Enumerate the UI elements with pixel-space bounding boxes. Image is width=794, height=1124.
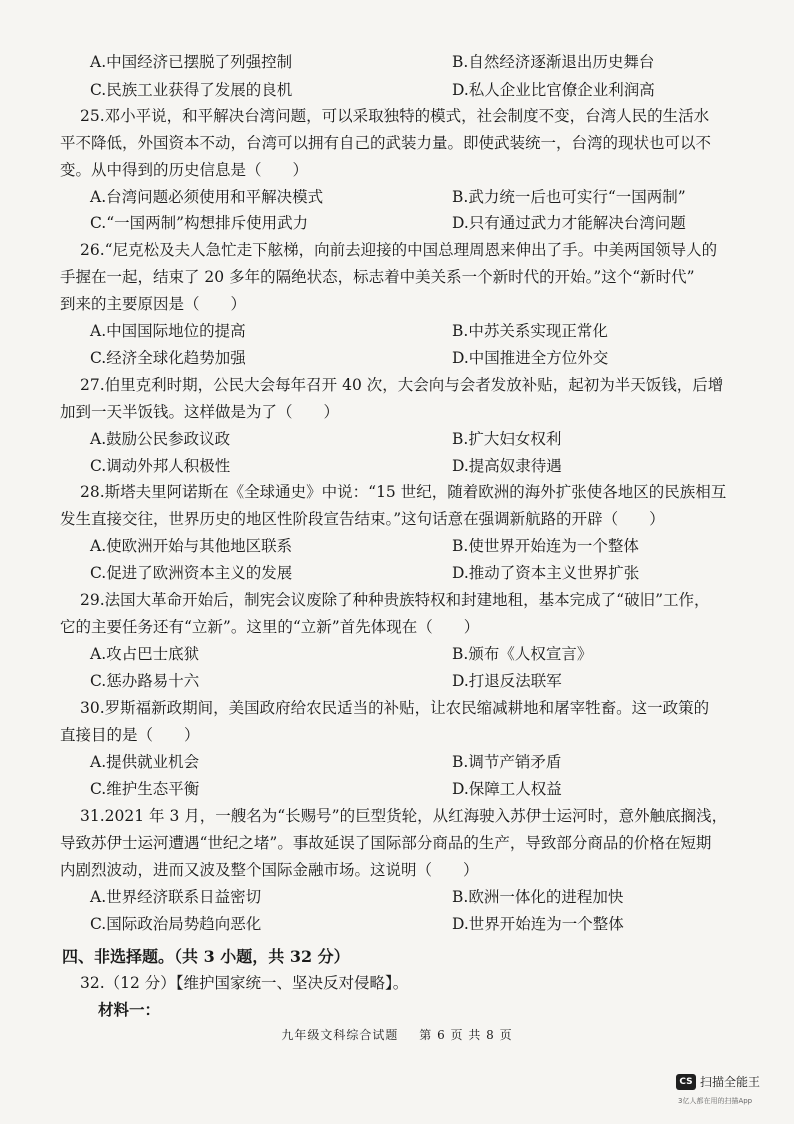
q30-stem-line-2: 直接目的是（ ）	[60, 726, 200, 744]
q25-option-c: C.“一国两制”构想排斥使用武力	[90, 214, 309, 232]
q28-option-d: D.推动了资本主义世界扩张	[452, 564, 640, 582]
q31-stem-line-1: 31.2021 年 3 月，一艘名为“长赐号”的巨型货轮，从红海驶入苏伊士运河时，意外触底搁浅，	[80, 807, 728, 825]
q30-option-c: C.维护生态平衡	[90, 780, 200, 798]
q31-option-d: D.世界开始连为一个整体	[452, 915, 624, 933]
q27-option-a: A.鼓励公民参政议政	[90, 430, 231, 448]
q24-option-c: C.民族工业获得了发展的良机	[90, 81, 293, 99]
q32-title: 32.（12 分）【维护国家统一、坚决反对侵略】。	[80, 974, 409, 992]
scanner-watermark	[676, 1072, 786, 1112]
q25-option-d: D.只有通过武力才能解决台湾问题	[452, 214, 686, 232]
q25-stem-line-3: 变。从中得到的历史信息是（ ）	[60, 161, 309, 179]
material-label: 材料一：	[98, 1000, 161, 1019]
q27-option-b: B.扩大妇女权利	[452, 430, 562, 448]
q28-option-b: B.使世界开始连为一个整体	[452, 537, 639, 555]
q27-stem-line-1: 27.伯里克利时期，公民大会每年召开 40 次，大会向与会者发放补贴，起初为半天饭钱，后增	[80, 376, 724, 394]
q26-option-d: D.中国推进全方位外交	[452, 349, 609, 367]
q25-stem-line-1: 25.邓小平说，和平解决台湾问题，可以采取独特的模式，社会制度不变，台湾人民的生活水	[80, 107, 710, 125]
q28-stem-line-1: 28.斯塔夫里阿诺斯在《全球通史》中说：“15 世纪，随着欧洲的海外扩张使各地区的民族相互	[80, 483, 727, 501]
q30-option-b: B.调节产销矛盾	[452, 753, 562, 771]
camscanner-logo-icon: CS	[676, 1074, 696, 1090]
q29-stem-line-1: 29.法国大革命开始后，制宪会议废除了种种贵族特权和封建地租，基本完成了“破旧”工作，	[80, 591, 710, 609]
q24-option-a: A.中国经济已摆脱了列强控制	[90, 53, 293, 71]
q29-option-d: D.打退反法联军	[452, 672, 562, 690]
q26-option-c: C.经济全球化趋势加强	[90, 349, 246, 367]
q29-option-a: A.攻占巴士底狱	[90, 645, 200, 663]
q31-option-a: A.世界经济联系日益密切	[90, 888, 262, 906]
q25-option-a: A.台湾问题必须使用和平解决模式	[90, 188, 324, 206]
q26-option-b: B.中苏关系实现正常化	[452, 322, 608, 340]
q31-stem-line-3: 内剧烈波动，进而又波及整个国际金融市场。这说明（ ）	[60, 861, 479, 879]
q27-stem-line-2: 加到一天半饭钱。这样做是为了（ ）	[60, 403, 340, 421]
section-heading: 四、非选择题。（共 3 小题，共 32 分）	[62, 947, 350, 966]
q31-option-c: C.国际政治局势趋向恶化	[90, 915, 262, 933]
q24-option-b: B.自然经济逐渐退出历史舞台	[452, 53, 655, 71]
q26-stem-line-3: 到来的主要原因是（ ）	[60, 295, 247, 313]
q27-option-c: C.调动外邦人积极性	[90, 457, 231, 475]
footer-page-number: 第 6 页 共 8 页	[419, 1028, 513, 1042]
q29-option-b: B.颁布《人权宣言》	[452, 645, 593, 663]
q30-stem-line-1: 30.罗斯福新政期间，美国政府给农民适当的补贴，让农民缩减耕地和屠宰牲畜。这一政策的	[80, 699, 710, 717]
q28-option-a: A.使欧洲开始与其他地区联系	[90, 537, 293, 555]
q31-option-b: B.欧洲一体化的进程加快	[452, 888, 624, 906]
page-footer	[0, 1026, 794, 1043]
q29-stem-line-2: 它的主要任务还有“立新”。这里的“立新”首先体现在（ ）	[60, 618, 480, 636]
q31-stem-line-2: 导致苏伊士运河遭遇“世纪之堵”。事故延误了国际部分商品的生产，导致部分商品的价格在短期	[60, 834, 712, 852]
footer-title: 九年级文科综合试题	[281, 1028, 399, 1042]
q28-stem-line-2: 发生直接交往，世界历史的地区性阶段宣告结束。”这句话意在强调新航路的开辟（ ）	[60, 510, 665, 528]
q26-stem-line-1: 26.“尼克松及夫人急忙走下舷梯，向前去迎接的中国总理周恩来伸出了手。中美两国领导人的	[80, 241, 718, 259]
q30-option-d: D.保障工人权益	[452, 780, 562, 798]
q27-option-d: D.提高奴隶待遇	[452, 457, 562, 475]
watermark-tagline: 3亿人都在用的扫描App	[678, 1097, 753, 1105]
watermark-name: 扫描全能王	[700, 1075, 761, 1089]
q30-option-a: A.提供就业机会	[90, 753, 200, 771]
q26-option-a: A.中国国际地位的提高	[90, 322, 246, 340]
q26-stem-line-2: 手握在一起，结束了 20 多年的隔绝状态，标志着中美关系一个新时代的开始。”这个“新时代”	[60, 268, 695, 286]
q25-option-b: B.武力统一后也可实行“一国两制”	[452, 188, 686, 206]
q29-option-c: C.惩办路易十六	[90, 672, 200, 690]
q24-option-d: D.私人企业比官僚企业利润高	[452, 81, 655, 99]
q28-option-c: C.促进了欧洲资本主义的发展	[90, 564, 293, 582]
q25-stem-line-2: 平不降低，外国资本不动，台湾可以拥有自己的武装力量。即使武装统一，台湾的现状也可以不	[60, 134, 712, 152]
